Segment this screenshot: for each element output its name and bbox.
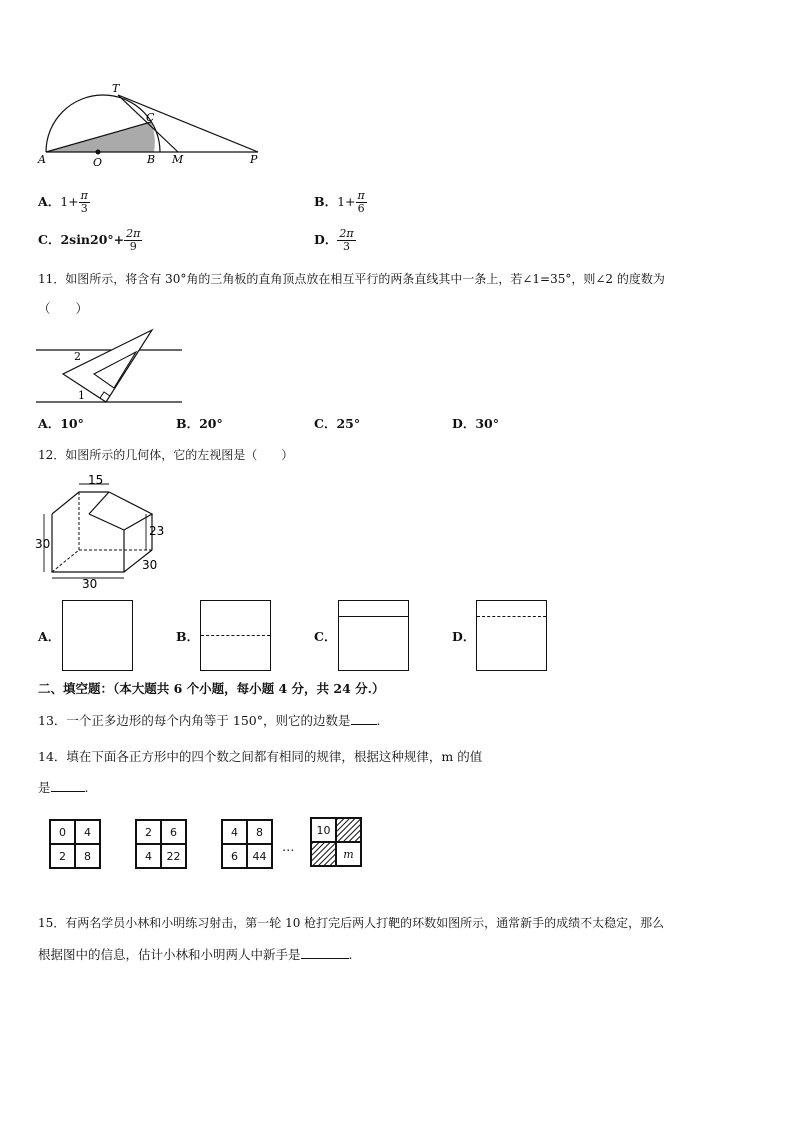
q12-option-b-view[interactable] [200,600,271,671]
ellipsis: … [282,839,295,854]
q11-text: 11．如图所示，将含有 30°角的三角板的直角顶点放在相互平行的两条直线其中一条上，若∠1=35°，则∠2 的度数为 [38,272,665,286]
q15-line2: 根据图中的信息，估计小林和小明两人中新手是 . [38,947,353,962]
q11-option-a[interactable]: A．10° [38,416,84,431]
angle-label-1: 1 [78,389,85,402]
label-T: T [112,82,120,95]
label-A: A [38,153,46,166]
cell-top-left: 10 [311,818,336,842]
q12-option-b-label[interactable]: B． [176,629,200,644]
q12-option-d-view[interactable] [476,600,547,671]
q12-option-d-label[interactable]: D． [452,629,476,644]
dashed-line [477,616,546,617]
q10-option-c[interactable]: C．2sin20°+ $\frac{2\pi}{9}$ [38,227,141,253]
q12-text: 12．如图所示的几何体，它的左视图是（ ） [38,448,294,462]
dashed-line [201,635,270,636]
q12-option-c-label[interactable]: C． [314,629,337,644]
q12-option-a-view[interactable] [62,600,133,671]
q11-paren: （ ） [38,301,89,316]
q12-solid-figure [34,472,174,592]
q11-option-b[interactable]: B．20° [176,416,223,431]
label-O: O [93,156,103,169]
label-C: C [146,111,155,124]
q10-option-d[interactable]: D． $\frac{2\pi}{3}$ [314,227,354,253]
q13-text: 13．一个正多边形的每个内角等于 150°，则它的边数是 . [38,713,381,728]
q15-line1: 15．有两名学员小林和小明练习射击，第一轮 10 枪打完后两人打靶的环数如图所示，通常新手的成绩不太稳定，那么 [38,916,665,930]
dim-label-top: 15 [88,473,104,487]
hatched-cell [311,842,336,866]
dim-label-left: 30 [35,537,51,551]
q10-option-a[interactable]: A．1+ $\frac{\pi}{3}$ [38,189,88,215]
section-2-heading: 二、填空题：（本大题共 6 个小题，每小题 4 分，共 24 分.） [38,681,385,696]
dim-label-bottom: 30 [82,577,98,591]
label-M: M [172,153,184,166]
fraction: $\frac{\pi}{6}$ [357,189,365,215]
answer-blank[interactable] [51,791,85,792]
number-square-4 [310,817,362,867]
q12-option-a-label[interactable]: A． [38,629,61,644]
solid-top-left [52,492,109,514]
q11-figure [36,326,186,406]
q11-option-c[interactable]: C．25° [314,416,361,431]
answer-blank[interactable] [301,958,349,959]
number-square-2: 2 6 4 22 [135,819,187,869]
q14-line1: 14．填在下面各正方形中的四个数之间都有相同的规律，根据这种规律，m 的值 [38,749,483,764]
q10-option-b[interactable]: B．1+ $\frac{\pi}{6}$ [314,189,365,215]
fraction: $\frac{2\pi}{9}$ [126,227,141,253]
q14-line2: 是 . [38,780,89,795]
hatched-cell [336,818,361,842]
label-P: P [250,153,258,166]
number-square-3: 4 8 6 44 [221,819,273,869]
label-B: B [147,153,156,166]
dim-label-right: 23 [149,524,165,538]
center-point [96,150,101,155]
q11-option-d[interactable]: D．30° [452,416,499,431]
solid-roof-ridge [89,492,109,514]
fraction: $\frac{\pi}{3}$ [80,189,88,215]
solid-line [339,616,408,617]
dim-label-depth: 30 [142,558,158,572]
number-square-1: 0 4 2 8 [49,819,101,869]
q12-option-c-view[interactable] [338,600,409,671]
set-square-outer [63,330,152,402]
answer-blank[interactable] [351,724,377,725]
hidden-edge-3 [52,550,79,572]
angle-label-2: 2 [74,350,81,363]
solid-front-face [52,514,124,572]
fraction: $\frac{2\pi}{3}$ [339,227,354,253]
q10-figure [36,80,266,170]
cell-m: m [336,842,361,866]
